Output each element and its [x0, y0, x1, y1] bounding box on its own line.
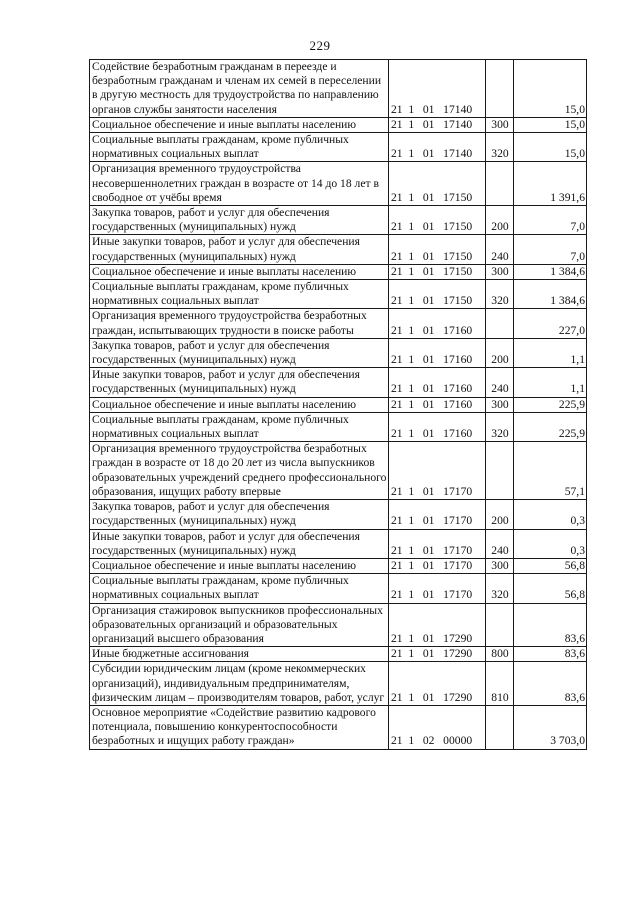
- row-name: Социальное обеспечение и иные выплаты населению: [90, 397, 389, 412]
- row-name: Иные закупки товаров, работ и услуг для обеспечения государственных (муниципальных) нужд: [90, 529, 389, 558]
- table-row: [90, 280, 587, 309]
- table-row: [90, 705, 587, 749]
- row-amount: 227,0: [514, 309, 587, 338]
- row-amount: 1 391,6: [514, 162, 587, 206]
- row-expense-type: [486, 60, 514, 118]
- row-code: 21 1 01 17170: [389, 529, 486, 558]
- row-name: Социальное обеспечение и иные выплаты населению: [90, 117, 389, 132]
- row-amount: 225,9: [514, 412, 587, 441]
- row-expense-type: 320: [486, 280, 514, 309]
- row-name: Организация временного трудоустройства безработных граждан в возрасте от 18 до 20 лет из числа выпускников образовательных учреждений среднего профессионального образования, ищущих работу впервые: [90, 442, 389, 500]
- row-code: 21 1 01 17160: [389, 397, 486, 412]
- row-code: 21 1 01 17170: [389, 574, 486, 603]
- row-code: 21 1 01 17150: [389, 264, 486, 279]
- row-code: 21 1 01 17290: [389, 662, 486, 706]
- table-row: [90, 574, 587, 603]
- row-expense-type: 300: [486, 397, 514, 412]
- row-code: 21 1 01 17290: [389, 603, 486, 647]
- budget-table: [89, 59, 587, 750]
- table-row: [90, 397, 587, 412]
- row-expense-type: 200: [486, 338, 514, 367]
- row-amount: 83,6: [514, 603, 587, 647]
- row-name: Закупка товаров, работ и услуг для обеспечения государственных (муниципальных) нужд: [90, 500, 389, 529]
- table-row: [90, 647, 587, 662]
- row-name: Социальное обеспечение и иные выплаты населению: [90, 264, 389, 279]
- row-code: 21 1 01 17160: [389, 368, 486, 397]
- row-expense-type: [486, 705, 514, 749]
- row-name: Субсидии юридическим лицам (кроме некоммерческих организаций), индивидуальным предпринимателям, физическим лицам – производителям товаров, работ, услуг: [90, 662, 389, 706]
- row-name: Социальные выплаты гражданам, кроме публичных нормативных социальных выплат: [90, 280, 389, 309]
- table-row: [90, 338, 587, 367]
- row-code: 21 1 01 17150: [389, 206, 486, 235]
- table-row: [90, 117, 587, 132]
- row-code: 21 1 01 17290: [389, 647, 486, 662]
- table-row: [90, 500, 587, 529]
- table-row: [90, 309, 587, 338]
- budget-table-body: [90, 60, 587, 750]
- table-row: [90, 235, 587, 264]
- row-code: 21 1 01 17140: [389, 117, 486, 132]
- row-expense-type: 320: [486, 412, 514, 441]
- row-name: Основное мероприятие «Содействие развитию кадрового потенциала, повышению конкурентоспособности безработных и ищущих работу граждан»: [90, 705, 389, 749]
- row-amount: 1,1: [514, 338, 587, 367]
- row-amount: 57,1: [514, 442, 587, 500]
- row-amount: 7,0: [514, 206, 587, 235]
- row-name: Иные закупки товаров, работ и услуг для обеспечения государственных (муниципальных) нужд: [90, 235, 389, 264]
- row-code: 21 1 01 17170: [389, 442, 486, 500]
- row-code: 21 1 01 17150: [389, 162, 486, 206]
- row-expense-type: [486, 309, 514, 338]
- row-expense-type: 240: [486, 235, 514, 264]
- row-amount: 1 384,6: [514, 280, 587, 309]
- row-name: Социальные выплаты гражданам, кроме публичных нормативных социальных выплат: [90, 412, 389, 441]
- row-amount: 56,8: [514, 558, 587, 573]
- table-row: [90, 558, 587, 573]
- row-expense-type: [486, 162, 514, 206]
- row-amount: 1 384,6: [514, 264, 587, 279]
- row-code: 21 1 01 17140: [389, 133, 486, 162]
- row-name: Организация временного трудоустройства безработных граждан, испытывающих трудности в поиске работы: [90, 309, 389, 338]
- row-code: 21 1 01 17170: [389, 500, 486, 529]
- row-name: Иные бюджетные ассигнования: [90, 647, 389, 662]
- row-amount: 3 703,0: [514, 705, 587, 749]
- row-amount: 15,0: [514, 133, 587, 162]
- table-row: [90, 662, 587, 706]
- row-name: Закупка товаров, работ и услуг для обеспечения государственных (муниципальных) нужд: [90, 206, 389, 235]
- row-expense-type: 810: [486, 662, 514, 706]
- table-row: [90, 264, 587, 279]
- row-amount: 0,3: [514, 529, 587, 558]
- row-expense-type: 300: [486, 264, 514, 279]
- row-expense-type: 200: [486, 500, 514, 529]
- row-name: Иные закупки товаров, работ и услуг для обеспечения государственных (муниципальных) нужд: [90, 368, 389, 397]
- row-name: Социальные выплаты гражданам, кроме публичных нормативных социальных выплат: [90, 133, 389, 162]
- row-expense-type: 320: [486, 574, 514, 603]
- table-row: [90, 442, 587, 500]
- row-amount: 83,6: [514, 647, 587, 662]
- row-expense-type: 320: [486, 133, 514, 162]
- row-code: 21 1 01 17160: [389, 338, 486, 367]
- table-row: [90, 529, 587, 558]
- row-code: 21 1 01 17140: [389, 60, 486, 118]
- row-name: Закупка товаров, работ и услуг для обеспечения государственных (муниципальных) нужд: [90, 338, 389, 367]
- row-amount: 225,9: [514, 397, 587, 412]
- table-row: [90, 162, 587, 206]
- row-expense-type: 800: [486, 647, 514, 662]
- row-expense-type: 240: [486, 529, 514, 558]
- row-name: Социальное обеспечение и иные выплаты населению: [90, 558, 389, 573]
- table-row: [90, 603, 587, 647]
- row-code: 21 1 01 17160: [389, 309, 486, 338]
- row-expense-type: 240: [486, 368, 514, 397]
- row-expense-type: 300: [486, 117, 514, 132]
- row-expense-type: 200: [486, 206, 514, 235]
- table-row: [90, 412, 587, 441]
- row-code: 21 1 01 17160: [389, 412, 486, 441]
- row-code: 21 1 01 17150: [389, 235, 486, 264]
- row-code: 21 1 01 17170: [389, 558, 486, 573]
- row-name: Организация стажировок выпускников профессиональных образовательных организаций и образовательных организаций высшего образования: [90, 603, 389, 647]
- row-amount: 7,0: [514, 235, 587, 264]
- row-expense-type: 300: [486, 558, 514, 573]
- row-amount: 15,0: [514, 117, 587, 132]
- row-amount: 56,8: [514, 574, 587, 603]
- table-row: [90, 206, 587, 235]
- row-expense-type: [486, 603, 514, 647]
- row-name: Организация временного трудоустройства несовершеннолетних граждан в возрасте от 14 до 18 лет в свободное от учёбы время: [90, 162, 389, 206]
- row-code: 21 1 01 17150: [389, 280, 486, 309]
- page-number: 229: [309, 38, 331, 53]
- row-name: Социальные выплаты гражданам, кроме публичных нормативных социальных выплат: [90, 574, 389, 603]
- row-name: Содействие безработным гражданам в переезде и безработным гражданам и членам их семей в переселении в другую местность для трудоустройства по направлению органов службы занятости населения: [90, 60, 389, 118]
- table-row: [90, 60, 587, 118]
- row-amount: 1,1: [514, 368, 587, 397]
- row-amount: 0,3: [514, 500, 587, 529]
- table-row: [90, 368, 587, 397]
- row-expense-type: [486, 442, 514, 500]
- row-code: 21 1 02 00000: [389, 705, 486, 749]
- table-row: [90, 133, 587, 162]
- row-amount: 83,6: [514, 662, 587, 706]
- row-amount: 15,0: [514, 60, 587, 118]
